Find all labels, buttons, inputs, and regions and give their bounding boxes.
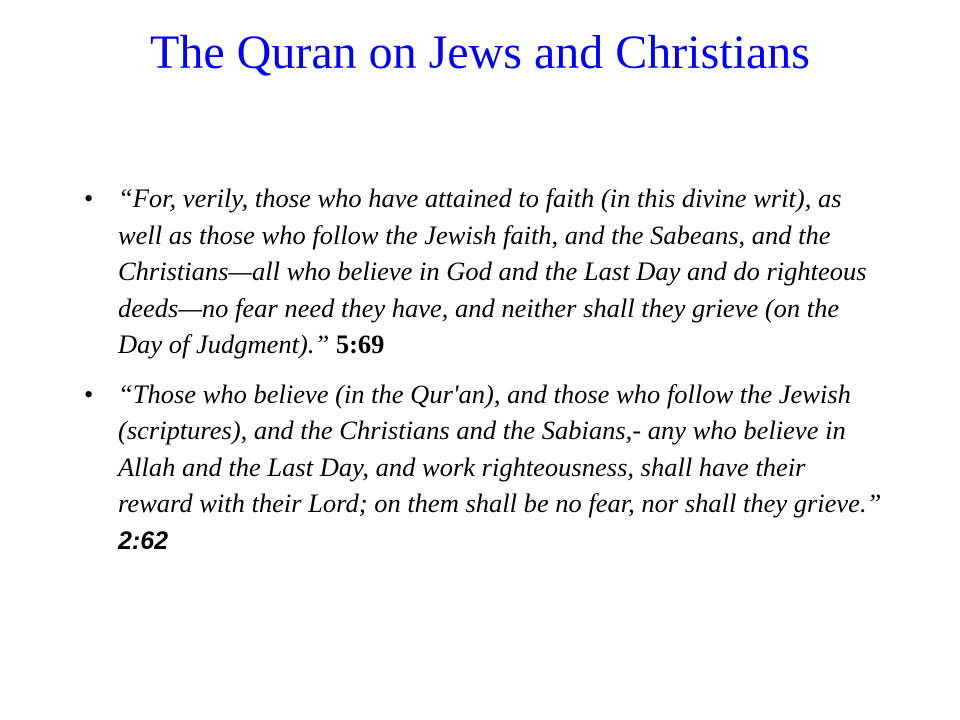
bullet-marker: • — [84, 183, 94, 213]
bullet-list — [84, 180, 884, 559]
quote-text: “Those who believe (in the Qur'an), and those who follow the Jewish (scriptures), and the Christians and the Sabians,- any who believe in Allah and the Last Day, and work righteousness, shall have their reward with their Lord; on them shall be no fear, nor shall they grieve.” — [118, 378, 882, 518]
bullet-marker: • — [84, 378, 94, 409]
slide-title: The Quran on Jews and Christians — [150, 26, 810, 79]
quote-text: “For, verily, those who have attained to faith (in this divine writ), as well as those who follow the Jewish faith, and the Sabeans, and the Christians—all who believe in God and the Last Day and do righteous deeds—no fear need they have, and neither shall they grieve (on the Day of Judgment).” — [118, 183, 867, 359]
bullet-item-quran-5-69 — [84, 180, 884, 363]
bullet-item-quran-2-62 — [84, 376, 884, 560]
verse-reference: 5:69 — [335, 329, 385, 359]
verse-reference: 2:62 — [118, 526, 169, 555]
